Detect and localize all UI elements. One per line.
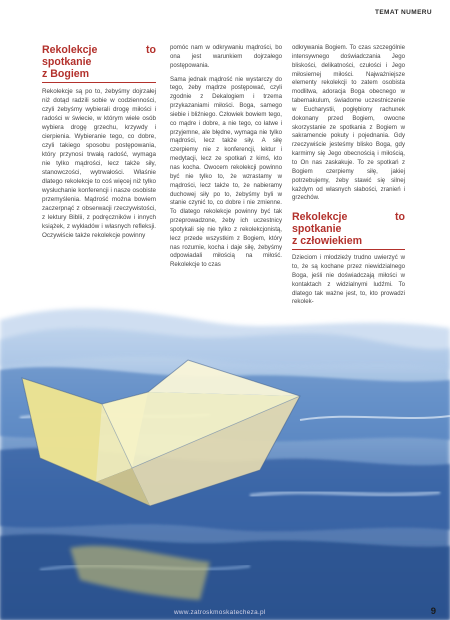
heading-line-2: z Bogiem <box>42 68 90 80</box>
heading-rule <box>292 249 405 250</box>
article-paragraph: Sama jednak mądrość nie wystarczy do tego, żeby mądrze postępować, czyli zgodnie z Dekalogiem i trzema przykazaniami miłości. Boga, samego siebie i bliźniego. Człowiek bowiem tego, co mądre i dobre, a nie tego, co łatwe i przyjemne, ale błędne, wymaga nie tylko mądrości, lecz także siły. A siłę czerpiemy nie z konferencji, lektur i medytacji, lecz ze spotkań z kimś, kto nas kocha. Owocem rekolekcji powinno być nie tylko to, że wzrastamy w mądrości, lecz także to, że nabieramy duchowej siły po to, żebyśmy byli w stanie czynić to, co dobre i nie zmienne. To dlatego rekolekcje powinny być tak przeprowadzone, żeby ich uczestnicy spotykali się nie tylko z rekolekcjonistą, lecz przede wszystkim z Bogiem, który nas rozumie, kocha i daje siłę, żebyśmy odpowiadali miłością na miłość. Rekolekcje to czas <box>170 75 282 269</box>
footer-url[interactable]: www.zatroskmoskatecheza.pl <box>174 609 266 616</box>
column-1 <box>42 44 156 241</box>
heading-line-1: Rekolekcje to spotkanie <box>292 211 405 236</box>
article-paragraph: Rekolekcje są po to, żebyśmy dojrzałej niż dotąd radzili sobie w codzienności, czyli żebyśmy wybierali drogę miłości i radości w świecie, w którym wiele osób wybiera drogę grzechu, krzywdy i cierpienia. Wybieranie tego, co dobre, czyli takiego sposobu postępowania, który przynosi trwałą radość, wymaga nie tylko mądrości, lecz także siły, stanowczości, wytrwałości. Właśnie dlatego rekolekcje to coś więcej niż tylko wysłuchanie konferencji i nasze osobiste przemyślenia. Mądrość można bowiem zaczerpnąć z obserwacji rzeczywistości, z lektury Biblii, z podręczników i innych książek, z wykładów i własnych refleksji. Oczywiście także rekolekcje powinny <box>42 88 156 239</box>
article-paragraph: pomóc nam w odkrywaniu mądrości, bo ona jest warunkiem dojrzałego postępowania. <box>170 44 282 69</box>
heading-spotkanie-z-czlowiekiem <box>292 211 405 247</box>
article-paragraph: Dzieciom i młodzieży trudno uwierzyć w to, że są kochane przez niewidzialnego Boga, jeśli nie doświadczają miłości w kontaktach z widzialnymi ludźmi. To dlatego tak ważne jest, to, kto prowadzi rekolek- <box>292 254 405 306</box>
column-2 <box>170 44 282 271</box>
watercolor-boat-illustration <box>0 300 450 620</box>
heading-spotkanie-z-bogiem <box>42 44 156 80</box>
article-paragraph: odkrywania Bogiem. To czas szczególnie intensywnego doświadczania Jego bliskości, delikatności, czułości i Jego miłosiernej miłości. Najważniejsze elementy rekolekcji to zatem osobista modlitwa, adoracja Boga obecnego w tabernakulum, świadome uczestniczenie w Eucharystii, pogłębiony rachunek dokonany przed Bogiem, owocne skorzystanie ze spotkania z Bogiem w sakramencie pokuty i pojednania. Gdy rzeczywiście jesteśmy blisko Boga, gdy karmimy się Jego obecnością i miłością, to On nas zaskakuje. To ze spotkań z Bogiem czerpiemy siłę, jakiej potrzebujemy, żeby stawić się silnej każdym od własnych słabości, zranień i grzechów. <box>292 44 405 202</box>
heading-line-1: Rekolekcje to spotkanie <box>42 44 156 68</box>
column-3 <box>292 44 405 308</box>
heading-rule <box>42 82 156 83</box>
section-label: TEMAT NUMERU <box>374 9 432 16</box>
page-number: 9 <box>430 606 436 617</box>
heading-line-2: z człowiekiem <box>292 235 363 248</box>
